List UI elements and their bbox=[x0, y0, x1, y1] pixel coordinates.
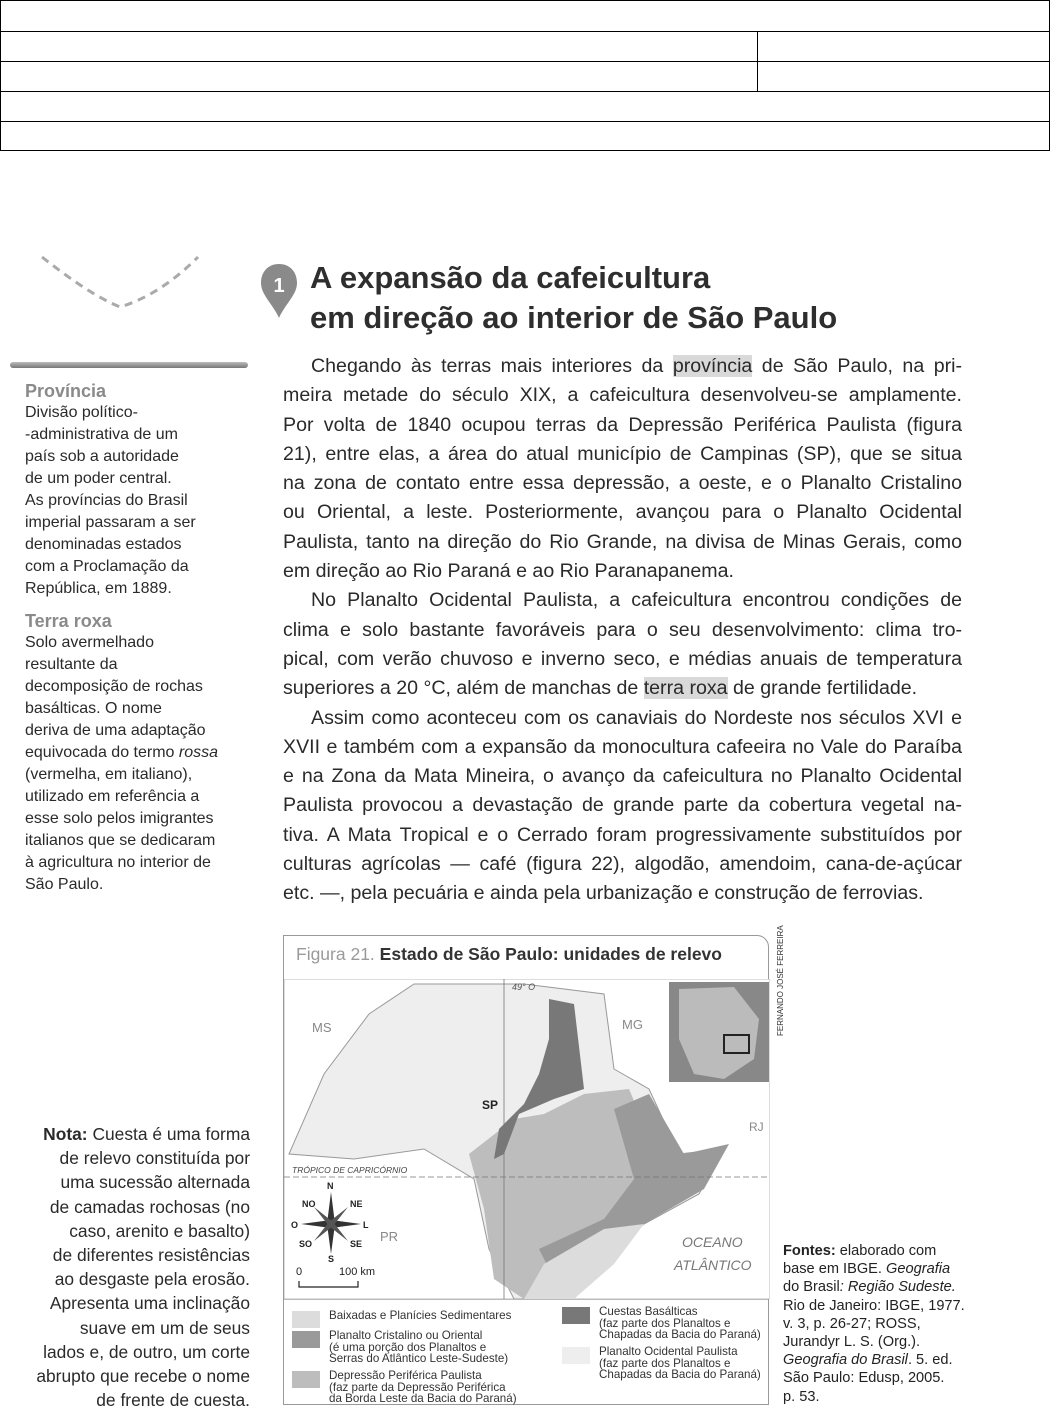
glossary-definition-line bbox=[25, 578, 255, 600]
text-run: com a Proclamação da bbox=[25, 558, 189, 575]
paragraph-line: 21), entre elas, a área do atual município de Campinas (SP), que se situa bbox=[283, 442, 962, 465]
chapter-title-line: A expansão da cafeicultura bbox=[310, 260, 711, 295]
main-text bbox=[283, 352, 962, 909]
glossary-term: Terra roxa bbox=[25, 611, 112, 631]
legend-text-line: Baixadas e Planícies Sedimentares bbox=[329, 1309, 512, 1322]
note-line bbox=[0, 1340, 250, 1364]
ocean-label: ATLÂNTICO bbox=[674, 1257, 752, 1273]
paragraph-line: culturas agrícolas — café (figura 22), algodão, amendoim, cana-de-açúcar bbox=[283, 853, 962, 876]
text-run: do Brasil bbox=[783, 1279, 840, 1296]
glossary bbox=[25, 380, 255, 896]
text-run: Geografia do Brasil bbox=[783, 1352, 908, 1369]
text-run: rossa bbox=[178, 744, 218, 761]
glossary-definition-line bbox=[25, 742, 255, 764]
legend-swatch-depressao bbox=[292, 1371, 320, 1388]
legend-item-depressao bbox=[329, 1370, 517, 1405]
tropic-label: TRÓPICO DE CAPRICÓRNIO bbox=[292, 1165, 408, 1175]
text-run: Geografia bbox=[886, 1261, 951, 1278]
text-run: de camadas rochosas (no bbox=[49, 1196, 250, 1217]
paragraph-line: em direção ao Rio Paraná e ao Rio Paranapanema. bbox=[283, 560, 734, 583]
glossary-definition-line bbox=[25, 764, 255, 786]
header-table-row-4 bbox=[0, 91, 1050, 122]
text-run: São Paulo: Edusp, 2005. bbox=[783, 1370, 945, 1387]
text-run: ao desgaste pela erosão. bbox=[54, 1269, 250, 1290]
sources-line bbox=[783, 1369, 973, 1387]
sources-line bbox=[783, 1388, 973, 1406]
text-run: de grande fertilidade. bbox=[727, 677, 918, 700]
text-run: São Paulo. bbox=[25, 876, 104, 893]
paragraph-line: na zona de contato entre essa depressão, a oeste, e o Planalto Cristalino bbox=[283, 472, 962, 495]
note-label: Nota: bbox=[43, 1124, 93, 1144]
paragraph-line: etc. —, pela pecuária e ainda pela urbanização e construção de ferrovias. bbox=[283, 882, 924, 905]
note-line bbox=[0, 1146, 250, 1170]
note-line bbox=[0, 1170, 250, 1194]
text-run: Jurandyr L. S. (Org.). bbox=[783, 1334, 921, 1351]
sources-label: Fontes: bbox=[783, 1243, 840, 1259]
paragraph-line: meira metade do século XIX, a cafeicultura desenvolveu-se amplamente. bbox=[283, 384, 962, 407]
glossary-definition-line bbox=[25, 556, 255, 578]
note-line bbox=[0, 1219, 250, 1243]
text-run: Apresenta uma inclinação bbox=[49, 1293, 250, 1314]
svg-text:SO: SO bbox=[299, 1239, 313, 1249]
text-run: italianos que se dedicaram bbox=[25, 832, 216, 849]
sources-line bbox=[783, 1278, 973, 1296]
text-run: decomposição de rochas bbox=[25, 678, 203, 695]
sources-line bbox=[783, 1260, 973, 1278]
text-run: abrupto que recebe o nome bbox=[36, 1366, 250, 1387]
text-run: Cuesta é uma forma bbox=[92, 1124, 250, 1144]
legend-text-line: da Borda Leste da Bacia do Paraná) bbox=[329, 1392, 517, 1405]
glossary-definition-line bbox=[25, 720, 255, 742]
text-run: Divisão político- bbox=[25, 404, 138, 421]
chapter-title bbox=[310, 258, 837, 338]
chapter-number-badge bbox=[259, 262, 299, 320]
glossary-definition-line bbox=[25, 424, 255, 446]
paragraph-line: Paulista, tanto na direção do Rio Grande, na divisa de Minas Gerais, como bbox=[283, 530, 962, 553]
glossary-term-highlight: terra roxa bbox=[643, 677, 728, 700]
text-run: lados e, de outro, um corte bbox=[43, 1341, 250, 1362]
glossary-definition-line bbox=[25, 808, 255, 830]
text-run: : Região Sudeste. bbox=[839, 1279, 956, 1296]
glossary-definition-line bbox=[25, 654, 255, 676]
glossary-definition-line bbox=[25, 852, 255, 874]
paragraph-line: ou Oriental, a leste. Posteriormente, avançou para o Planalto Ocidental bbox=[283, 501, 962, 524]
state-label-ms: MS bbox=[312, 1020, 332, 1035]
sources-line bbox=[783, 1351, 973, 1369]
legend-swatch-cristalino bbox=[292, 1331, 320, 1348]
legend-text-line: Chapadas da Bacia do Paraná) bbox=[599, 1368, 761, 1381]
text-run: República, em 1889. bbox=[25, 580, 172, 597]
legend-text-line: Serras do Atlântico Leste-Sudeste) bbox=[329, 1352, 509, 1365]
text-run: v. 3, p. 26-27; ROSS, bbox=[783, 1315, 921, 1332]
header-table-cell bbox=[0, 31, 758, 62]
svg-text:NE: NE bbox=[350, 1199, 363, 1209]
glossary-definition-line bbox=[25, 874, 255, 896]
text-run: base em IBGE. bbox=[783, 1261, 887, 1278]
text-run: elaborado com bbox=[839, 1243, 937, 1259]
paragraph-line bbox=[283, 352, 962, 381]
svg-text:SE: SE bbox=[350, 1239, 363, 1249]
legend-item-baixadas bbox=[329, 1310, 511, 1322]
header-table-row-1 bbox=[0, 0, 1050, 32]
sources-note bbox=[783, 1242, 973, 1406]
text-run: de diferentes resistências bbox=[52, 1245, 250, 1266]
paragraph-line: No Planalto Ocidental Paulista, a cafeicultura encontrou condições de bbox=[311, 589, 962, 612]
sources-line bbox=[783, 1315, 973, 1333]
legend-text-line: (faz parte da Depressão Periférica bbox=[329, 1380, 506, 1394]
glossary-definition-line bbox=[25, 830, 255, 852]
glossary-definition-line bbox=[25, 512, 255, 534]
legend-item-ocidental bbox=[599, 1346, 761, 1381]
legend-text-line: Depressão Periférica Paulista bbox=[329, 1369, 482, 1382]
state-label-sp: SP bbox=[482, 1098, 499, 1112]
meridian-label: 49° O bbox=[512, 982, 536, 992]
text-run: de um poder central. bbox=[25, 470, 172, 487]
text-run: caso, arenito e basalto) bbox=[69, 1220, 250, 1241]
text-run: denominadas estados bbox=[25, 536, 182, 553]
note-line bbox=[0, 1291, 250, 1315]
sources-line bbox=[783, 1333, 973, 1351]
paragraph-line: pical, com verão chuvoso e inverno seco, e médias anuais de temperatura bbox=[283, 647, 962, 670]
figure-21 bbox=[283, 925, 785, 1405]
svg-text:100 km: 100 km bbox=[339, 1266, 376, 1278]
svg-text:O: O bbox=[291, 1220, 299, 1230]
text-run: . 5. ed. bbox=[907, 1352, 953, 1369]
svg-text:NO: NO bbox=[302, 1199, 316, 1209]
state-label-mg: MG bbox=[622, 1017, 643, 1032]
state-label-pr: PR bbox=[380, 1229, 399, 1244]
paragraph-line: Assim como aconteceu com os canaviais do Nordeste nos séculos XVI e bbox=[311, 706, 962, 729]
chapter-title-line: em direção ao interior de São Paulo bbox=[310, 300, 838, 335]
glossary-definition-line bbox=[25, 446, 255, 468]
text-run: de relevo constituída por bbox=[59, 1148, 250, 1169]
text-run: deriva de uma adaptação bbox=[25, 722, 206, 739]
text-run: de frente de cuesta. bbox=[96, 1390, 250, 1411]
paragraph-line: XVII e também com a expansão da monocultura cafeeira no Vale do Paraíba bbox=[283, 735, 962, 758]
glossary-definition-line bbox=[25, 676, 255, 698]
text-run: p. 53. bbox=[783, 1388, 820, 1405]
glossary-definition-line bbox=[25, 402, 255, 424]
text-run: Rio de Janeiro: IBGE, 1977. bbox=[783, 1297, 965, 1314]
header-table-row-5 bbox=[0, 121, 1050, 151]
map-legend bbox=[284, 1299, 768, 1405]
glossary-definition-line bbox=[25, 468, 255, 490]
text-run: resultante da bbox=[25, 656, 118, 673]
paragraph-line bbox=[283, 674, 962, 703]
map-credit: FERNANDO JOSÉ FERREIRA bbox=[776, 925, 785, 1036]
legend-item-cristalino bbox=[329, 1330, 508, 1365]
note-box bbox=[0, 1122, 250, 1412]
text-run: imperial passaram a ser bbox=[25, 514, 196, 531]
legend-text-line: Planalto Ocidental Paulista bbox=[599, 1345, 738, 1358]
ocean-label: OCEANO bbox=[682, 1234, 743, 1250]
legend-text-line: (é uma porção dos Planaltos e bbox=[329, 1340, 487, 1354]
text-run: à agricultura no interior de bbox=[25, 854, 211, 871]
text-run: basálticas. O nome bbox=[25, 700, 162, 717]
glossary-divider bbox=[10, 362, 248, 368]
state-label-rj: RJ bbox=[749, 1120, 764, 1134]
svg-text:S: S bbox=[328, 1254, 335, 1264]
glossary-definition-line bbox=[25, 534, 255, 556]
svg-text:L: L bbox=[363, 1220, 369, 1230]
text-run: país sob a autoridade bbox=[25, 448, 179, 465]
text-run: suave em um de seus bbox=[79, 1317, 250, 1338]
paragraph-line: Paulista provocou a devastação de grande parte da cobertura vegetal na- bbox=[283, 794, 962, 817]
figure-caption bbox=[296, 944, 722, 965]
paragraph-line: e na Zona da Mata Mineira, o avanço da cafeicultura no Planalto Ocidental bbox=[283, 765, 962, 788]
svg-text:0: 0 bbox=[296, 1266, 303, 1278]
text-run: Chegando às terras mais interiores da bbox=[311, 355, 673, 377]
legend-swatch-cuestas bbox=[562, 1307, 590, 1324]
text-run: superiores a 20 °C, além de manchas de bbox=[283, 677, 644, 700]
note-line bbox=[0, 1364, 250, 1388]
text-run: (vermelha, em italiano), bbox=[25, 766, 193, 783]
note-line bbox=[0, 1243, 250, 1267]
paragraph-line: Por volta de 1840 ocupou terras da Depressão Periférica Paulista (figura bbox=[283, 413, 962, 436]
legend-text-line: (faz parte dos Planaltos e bbox=[599, 1356, 731, 1370]
glossary-definition-line bbox=[25, 490, 255, 512]
legend-swatch-baixadas bbox=[292, 1311, 320, 1328]
legend-text-line: Cuestas Basálticas bbox=[599, 1305, 698, 1318]
chapter-number: 1 bbox=[273, 275, 285, 297]
note-line bbox=[0, 1195, 250, 1219]
note-line bbox=[0, 1122, 250, 1146]
glossary-definition-line bbox=[25, 698, 255, 720]
text-run: uma sucessão alternada bbox=[60, 1172, 250, 1193]
figure-title: Estado de São Paulo: unidades de relevo bbox=[379, 944, 722, 964]
text-run: esse solo pelos imigrantes bbox=[25, 810, 214, 827]
legend-swatch-ocidental bbox=[562, 1347, 590, 1364]
svg-text:N: N bbox=[327, 1181, 334, 1191]
text-run: -administrativa de um bbox=[25, 426, 178, 443]
note-line bbox=[0, 1388, 250, 1412]
paragraph-line: tiva. A Mata Tropical e o Cerrado foram progressivamente substituídos por bbox=[283, 823, 962, 846]
note-line bbox=[0, 1267, 250, 1291]
legend-item-cuestas bbox=[599, 1306, 761, 1341]
figure-label: Figura 21. bbox=[296, 944, 375, 964]
text-run: de São Paulo, na pri- bbox=[752, 355, 963, 377]
header-table-cell bbox=[757, 31, 1050, 62]
glossary-definition-line bbox=[25, 632, 255, 654]
legend-text-line: (faz parte dos Planaltos e bbox=[599, 1316, 731, 1330]
glossary-definition-line bbox=[25, 786, 255, 808]
relief-map bbox=[284, 979, 770, 1299]
header-table-cell bbox=[757, 61, 1050, 92]
paragraph-line: clima e solo bastante favoráveis para o seu desenvolvimento: clima tro- bbox=[283, 618, 962, 641]
text-run: Solo avermelhado bbox=[25, 634, 154, 651]
legend-text-line: Chapadas da Bacia do Paraná) bbox=[599, 1328, 761, 1341]
glossary-term: Província bbox=[25, 381, 107, 401]
text-run: equivocada do termo bbox=[25, 744, 179, 761]
text-run: As províncias do Brasil bbox=[25, 492, 188, 509]
glossary-term-highlight: província bbox=[672, 355, 753, 377]
sources-line bbox=[783, 1242, 973, 1260]
header-table-cell bbox=[0, 61, 758, 92]
legend-text-line: Planalto Cristalino ou Oriental bbox=[329, 1329, 483, 1342]
decorative-dashed-curve bbox=[30, 245, 210, 315]
note-line bbox=[0, 1316, 250, 1340]
sources-line bbox=[783, 1297, 973, 1315]
text-run: utilizado em referência a bbox=[25, 788, 200, 805]
